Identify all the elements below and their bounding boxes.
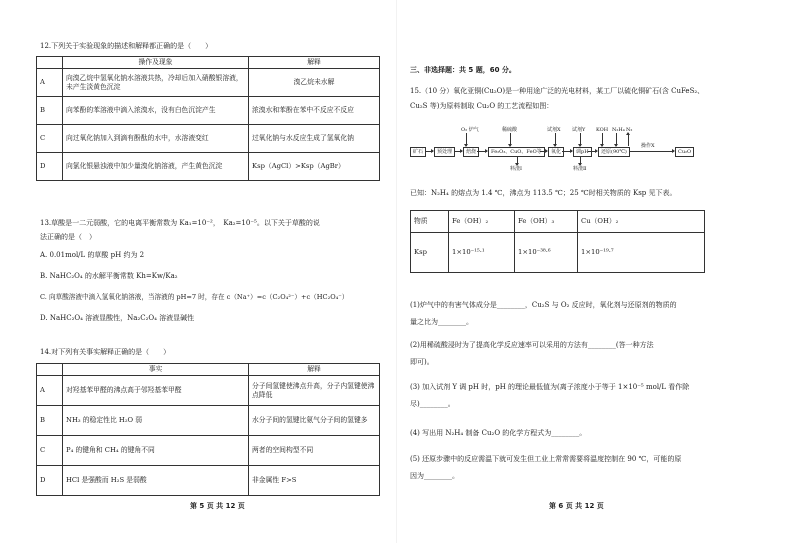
table-row	[37, 97, 380, 125]
flow-arrow	[517, 157, 518, 165]
table-row	[37, 125, 380, 153]
table-cell: HCl 是强酸而 H₂S 是弱酸	[63, 466, 249, 496]
q15-stem-line1: 15.（10 分）氧化亚铜(Cu₂O)是一种用途广泛的光电材料，某工厂以硫化铜矿石(含 CuFeS₂、	[410, 87, 705, 95]
q13-stem-line1: 13.草酸是一二元弱酸，它的电离平衡常数为 Ka₁=10⁻²， Ka₂=10⁻⁵。以下关于草酸的说	[40, 219, 320, 227]
table-cell: Ksp（AgCl）>Ksp（AgBr）	[249, 153, 380, 181]
flow-label: 操作X	[641, 143, 655, 149]
table-cell: 非金属性 F>S	[249, 466, 380, 496]
q15-stem-line2: Cu₂S 等)为原料制取 Cu₂O 的工艺流程如图：	[410, 102, 554, 110]
table-cell: NH₃ 的稳定性比 H₂O 弱	[63, 406, 249, 436]
table-cell: 过氧化钠与水反应生成了氢氧化钠	[249, 125, 380, 153]
table-cell: 向氯化银悬浊液中加少量溴化钠溶液，产生黄色沉淀	[63, 153, 249, 181]
flow-arrow	[466, 133, 467, 146]
ksp-table	[410, 210, 705, 273]
section-heading: 三、非选择题：共 5 题，60 分。	[410, 66, 516, 74]
option-letter: B	[37, 97, 63, 125]
flow-arrow	[510, 133, 511, 146]
option-letter: D	[37, 153, 63, 181]
table-header: Fe（OH）₃	[515, 211, 578, 233]
flow-box: Fe₂O₃、CuO、FeO等	[488, 147, 545, 157]
table-row	[37, 376, 380, 406]
table-cell: 向溴乙烷中氢氧化钠水溶液共热，冷却后加入硝酸银溶液，未产生淡黄色沉淀	[63, 69, 249, 97]
q15-subq4: (4) 写出用 N₂H₄ 制备 Cu₂O 的化学方程式为________。	[410, 429, 587, 437]
q13-option-a: A. 0.01mol/L 的草酸 pH 约为 2	[40, 251, 145, 259]
q14-table	[36, 363, 380, 496]
page-footer-right: 第 6 页 共 12 页	[549, 502, 604, 510]
table-cell: Ksp	[411, 233, 449, 273]
table-header	[37, 364, 63, 376]
table-header: 解释	[249, 364, 380, 376]
q13-option-c: C. 向草酸溶液中滴入氢氧化钠溶液，当溶液的 pH=7 时，存在 c（Na⁺）=c（C₂O₄²⁻）+c（HC₂O₄⁻）	[40, 293, 349, 301]
table-row	[37, 69, 380, 97]
flow-arrow	[477, 151, 487, 152]
table-row	[37, 406, 380, 436]
table-header: 操作及现象	[63, 57, 249, 69]
table-cell: 水分子间的氢键比氨气分子间的氢键多	[249, 406, 380, 436]
option-letter: A	[37, 69, 63, 97]
flow-arrow	[628, 133, 629, 146]
flow-arrow	[616, 133, 617, 146]
flow-label: O₂ 炉气	[461, 127, 479, 133]
option-letter: C	[37, 125, 63, 153]
q15-subq5-line1: (5) 还原步骤中的反应需温下就可发生但工业上常常需要将温度控制在 90 ℃，可能的原	[410, 455, 682, 463]
table-cell: 1×10⁻¹⁵·¹	[449, 233, 515, 273]
q15-subq1-line2: 量之比为________。	[410, 318, 473, 326]
table-cell: 溴乙烷未水解	[249, 69, 380, 97]
table-row	[37, 436, 380, 466]
table-header-row	[37, 57, 380, 69]
page-footer-left: 第 5 页 共 12 页	[190, 502, 245, 510]
q12-stem: 12.下列关于实验现象的描述和解释都正确的是（ ）	[40, 42, 213, 50]
table-header: 事实	[63, 364, 249, 376]
q15-subq5-line2: 因为________。	[410, 472, 459, 480]
table-cell: 1×10⁻³⁸·⁶	[515, 233, 578, 273]
table-cell: 向过氧化钠加入到滴有酚酞的水中，水溶液变红	[63, 125, 249, 153]
q15-subq2-line2: 即可)。	[410, 358, 434, 366]
flow-box: 氧化	[548, 147, 564, 157]
flow-arrow	[580, 157, 581, 165]
q13-stem-line2: 法正确的是（ ）	[40, 233, 96, 241]
flow-label: 稀硫酸	[502, 127, 518, 133]
table-cell: 浓溴水和苯酚在苯中不反应不反应	[249, 97, 380, 125]
flow-box: 矿石	[410, 147, 426, 157]
flow-box: 调pH	[573, 147, 592, 157]
flow-label: KOH	[596, 127, 609, 133]
flow-label: N₂H₄	[612, 127, 625, 133]
table-row	[411, 233, 705, 273]
table-header: 物质	[411, 211, 449, 233]
q15-subq3-line1: (3) 加入试剂 Y 调 pH 时，pH 的理论最低值为(离子浓度小于等于 1×10⁻⁵ mol/L 看作除	[410, 383, 690, 391]
flow-label: N₂	[626, 127, 633, 133]
flow-arrow	[540, 151, 547, 152]
flow-arrow	[555, 133, 556, 146]
q15-subq2-line1: (2)用稀硫酸浸时为了提高化学反应速率可以采用的方法有________(答一种方法	[410, 341, 654, 349]
table-cell: 分子间氢键使沸点升高，分子内氢键使沸点降低	[249, 376, 380, 406]
q13-option-d: D. NaHC₂O₄ 溶液显酸性，Na₂C₂O₄ 溶液显碱性	[40, 314, 195, 322]
table-cell: 1×10⁻¹⁹·⁷	[578, 233, 705, 273]
known-info: 已知：N₂H₄ 的熔点为 1.4 ℃，沸点为 113.5 ℃；25 ℃时相关物质的 Ksp 见下表。	[410, 189, 677, 197]
table-cell: 两者的空间构型不同	[249, 436, 380, 466]
table-cell: 向苯酚的苯溶液中滴入浓溴水，没有白色沉淀产生	[63, 97, 249, 125]
table-header: Cu（OH）₂	[578, 211, 705, 233]
option-letter: D	[37, 466, 63, 496]
table-header: 解释	[249, 57, 380, 69]
flow-arrow	[588, 151, 597, 152]
table-header: Fe（OH）₂	[449, 211, 515, 233]
flow-box: 焙烧	[463, 147, 479, 157]
process-flow-diagram	[410, 127, 700, 173]
flow-label: 试剂X	[547, 127, 561, 133]
option-letter: A	[37, 376, 63, 406]
flow-arrow	[580, 133, 581, 146]
q14-stem: 14.对下列有关事实解释正确的是（ ）	[40, 348, 171, 356]
table-row	[37, 466, 380, 496]
flow-arrow	[630, 151, 674, 152]
flow-label: 料渣Ⅰ	[510, 166, 522, 172]
q13-option-b: B. NaHC₂O₄ 的水解平衡常数 Kh=Kw/Ka₂	[40, 272, 178, 280]
option-letter: B	[37, 406, 63, 436]
flow-arrow	[562, 151, 572, 152]
table-cell: P₄ 的键角和 CH₄ 的键角不同	[63, 436, 249, 466]
flow-label: 料渣Ⅱ	[573, 166, 587, 172]
q15-subq3-line2: 尽)________。	[410, 400, 455, 408]
flow-box: 预处理	[434, 147, 455, 157]
flow-box: Cu₂O	[675, 147, 694, 157]
right-page	[397, 0, 794, 543]
flow-arrow	[455, 151, 462, 152]
option-letter: C	[37, 436, 63, 466]
table-row	[37, 153, 380, 181]
q12-table	[36, 56, 380, 181]
table-header-row	[37, 364, 380, 376]
flow-label: 试剂Y	[572, 127, 586, 133]
table-header-row	[411, 211, 705, 233]
table-header	[37, 57, 63, 69]
flow-arrow	[425, 151, 433, 152]
q15-subq1-line1: (1)炉气中的有害气体成分是________，Cu₂S 与 O₂ 反应时，氧化剂与还原剂的物质的	[410, 301, 677, 309]
flow-box: 还原(90℃)	[598, 147, 630, 157]
flow-arrow	[602, 133, 603, 146]
table-cell: 对羟基苯甲醛的沸点高于邻羟基苯甲醛	[63, 376, 249, 406]
